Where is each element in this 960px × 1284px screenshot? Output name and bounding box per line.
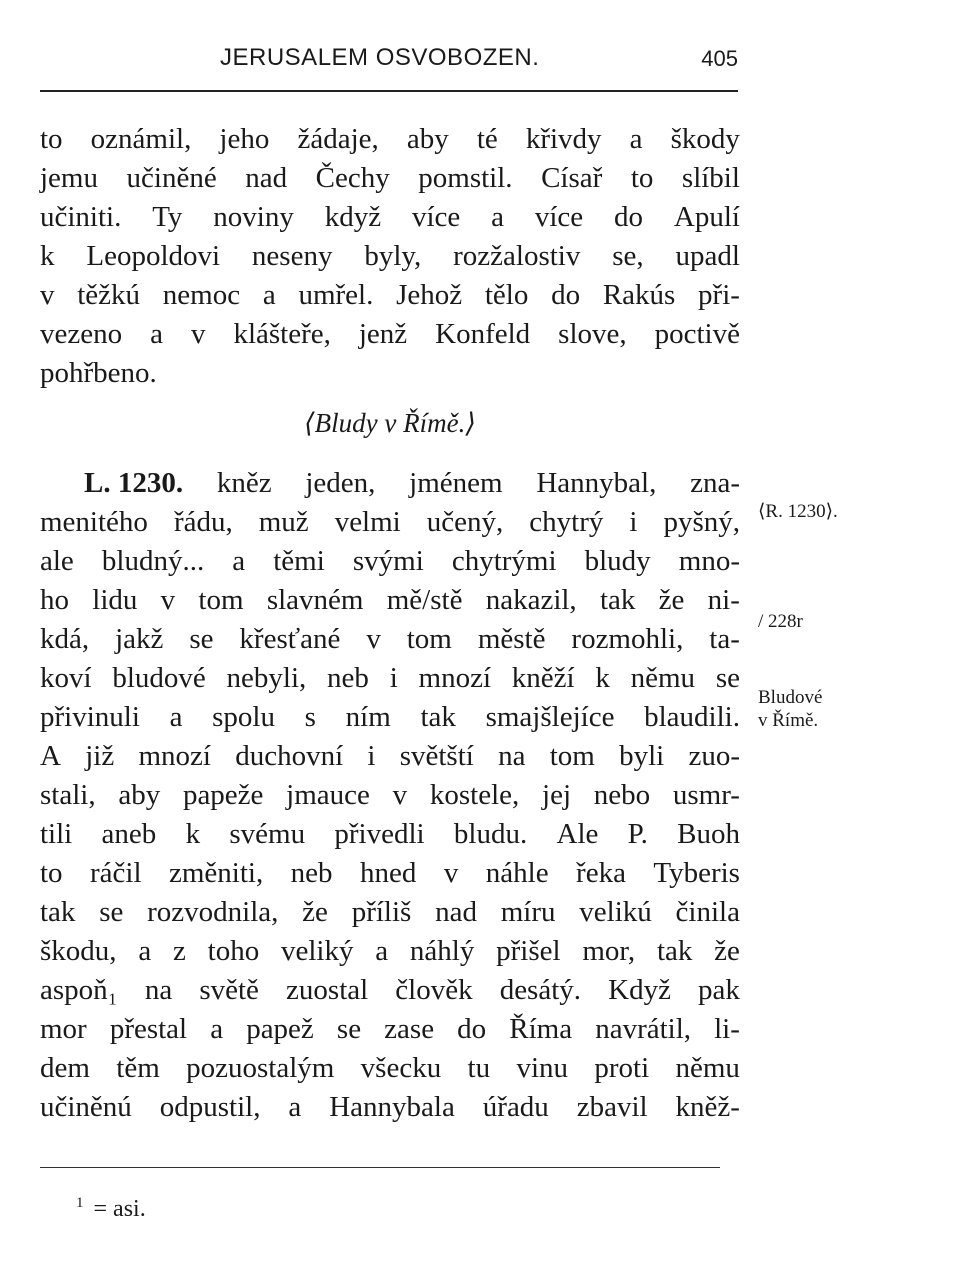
word: klášteře,: [233, 318, 331, 350]
word: a: [138, 935, 152, 967]
word: Tyberis: [653, 857, 740, 889]
word: zuo-: [688, 740, 740, 772]
word: křesťané: [239, 623, 341, 655]
word: mno-: [678, 545, 740, 577]
word: zbavil: [576, 1091, 648, 1123]
word: přivinuli: [40, 701, 140, 733]
word: dem: [40, 1052, 90, 1084]
word: hned: [360, 857, 417, 889]
word: tili: [40, 818, 73, 850]
word: muž: [258, 506, 309, 538]
paragraph-2: [40, 506, 740, 1130]
text-line: [40, 1052, 740, 1091]
word: že: [658, 584, 685, 616]
word: činila: [675, 896, 740, 928]
word: řádu,: [173, 506, 233, 538]
word: pomstil.: [418, 162, 513, 194]
word: A: [40, 740, 61, 772]
word: P.: [627, 818, 648, 850]
word: Apulí: [673, 201, 740, 233]
word: bludy: [584, 545, 651, 577]
margin-note-folio: / 228r: [758, 611, 803, 632]
word: i: [629, 506, 638, 538]
word: k: [185, 818, 201, 850]
word: všecku: [360, 1052, 442, 1084]
word: menitého: [40, 506, 148, 538]
text-line: [40, 584, 740, 623]
word: nad: [435, 896, 477, 928]
word: noviny: [213, 201, 294, 233]
word: aby: [118, 779, 161, 811]
word: neseny: [251, 240, 333, 272]
word: kněz: [216, 467, 272, 499]
word: na: [498, 740, 526, 772]
word: slavném: [266, 584, 364, 616]
text-line: [40, 896, 740, 935]
word: rozmohli,: [571, 623, 684, 655]
word: Ty: [152, 201, 183, 233]
word: v: [40, 279, 55, 311]
word: nad: [245, 162, 288, 194]
word: do: [551, 279, 581, 311]
text-line: [40, 240, 740, 279]
word: ni-: [707, 584, 740, 616]
entry-year: L. 1230.: [84, 467, 184, 499]
word: více: [534, 201, 584, 233]
word: těm: [116, 1052, 160, 1084]
word: nebyli,: [226, 662, 307, 694]
word: papež: [246, 1013, 314, 1045]
word: svými: [352, 545, 424, 577]
footnote: [76, 1195, 146, 1223]
text-line: [40, 935, 740, 974]
text-line: [40, 779, 740, 818]
word: se: [189, 623, 214, 655]
word: neb: [290, 857, 333, 889]
word: ale: [40, 545, 74, 577]
word: tu: [467, 1052, 491, 1084]
word: jemu: [40, 162, 98, 194]
text-line: [40, 1091, 740, 1130]
word: toho: [207, 935, 260, 967]
word: jakž: [115, 623, 164, 655]
word: tom: [198, 584, 244, 616]
word: a: [150, 318, 163, 350]
text-line: [40, 318, 740, 357]
word: to: [40, 123, 63, 155]
word: vezeno: [40, 318, 123, 350]
word: Konfeld: [435, 318, 531, 350]
word: Říma: [509, 1013, 573, 1045]
word: na: [144, 974, 173, 1006]
word: učiněnú: [40, 1091, 132, 1123]
word: papeže: [182, 779, 264, 811]
word: žádaje,: [297, 123, 379, 155]
word: v: [443, 857, 459, 889]
text-line: [40, 201, 740, 240]
word: mor,: [582, 935, 636, 967]
word: když: [324, 201, 382, 233]
entry-first-line: [40, 467, 740, 506]
word: nemoc: [162, 279, 241, 311]
word: usmr-: [672, 779, 740, 811]
word: a: [375, 935, 389, 967]
word: v: [160, 584, 176, 616]
word: lidu: [92, 584, 138, 616]
word: a: [210, 1013, 224, 1045]
word: že: [714, 935, 740, 967]
word: mě/stě: [386, 584, 463, 616]
word: při-: [698, 279, 740, 311]
word: li-: [714, 1013, 740, 1045]
text-line: [40, 279, 740, 318]
word: upadl: [675, 240, 740, 272]
word: světští: [399, 740, 474, 772]
word: ho: [40, 584, 69, 616]
word: Jehož: [396, 279, 463, 311]
word: a: [232, 545, 246, 577]
text-line: [40, 623, 740, 662]
word: chytrými: [451, 545, 557, 577]
word: Čechy: [315, 162, 390, 194]
word: spolu: [212, 701, 275, 733]
word: přivedli: [334, 818, 425, 850]
word: zase: [384, 1013, 435, 1045]
word: tom: [406, 623, 452, 655]
word: Leopoldovi: [86, 240, 221, 272]
word: mnozí: [418, 662, 492, 694]
text-line: [40, 974, 740, 1013]
word: těžkú: [77, 279, 141, 311]
word: ráčil: [90, 857, 142, 889]
word: úřadu: [482, 1091, 549, 1123]
word: světě: [199, 974, 259, 1006]
word: nebo: [593, 779, 651, 811]
word: jej: [542, 779, 572, 811]
word: veliký: [280, 935, 354, 967]
word: se: [99, 896, 124, 928]
word: bludu.: [453, 818, 528, 850]
word: tak: [599, 584, 636, 616]
word: duchovní: [235, 740, 344, 772]
word: k: [595, 662, 610, 694]
word: v: [366, 623, 381, 655]
word: člověk: [395, 974, 473, 1006]
word: nakazil,: [485, 584, 577, 616]
word: kdá,: [40, 623, 90, 655]
word: rozvodnila,: [147, 896, 279, 928]
word: křivdy: [525, 123, 602, 155]
word: proti: [594, 1052, 650, 1084]
word: rozžalostiv: [453, 240, 581, 272]
word: se,: [612, 240, 644, 272]
word: Když: [608, 974, 671, 1006]
word: to: [630, 162, 654, 194]
word: té: [476, 123, 498, 155]
word: více: [411, 201, 461, 233]
text-line: [40, 857, 740, 896]
word: blaudili.: [644, 701, 740, 733]
word: Buoh: [677, 818, 740, 850]
footnote-rule: [40, 1167, 720, 1168]
word: velmi: [334, 506, 401, 538]
paragraph-1: [40, 123, 740, 396]
word: mor: [40, 1013, 87, 1045]
word: a: [629, 123, 643, 155]
word: tělo: [484, 279, 529, 311]
word: a: [491, 201, 504, 233]
footnote-text: = asi.: [93, 1196, 146, 1222]
word: se: [715, 662, 740, 694]
word: pak: [698, 974, 740, 1006]
word: v: [392, 779, 408, 811]
text-line: [40, 545, 740, 584]
word: vinu: [516, 1052, 569, 1084]
word: němu: [630, 662, 696, 694]
word: přestal: [109, 1013, 188, 1045]
text-line: [40, 123, 740, 162]
word: pohřbeno.: [40, 357, 157, 389]
word: i: [367, 740, 376, 772]
word: jménem: [409, 467, 503, 499]
word: aby: [406, 123, 449, 155]
footnote-marker: 1: [76, 1195, 84, 1211]
word: slove,: [558, 318, 627, 350]
text-line: [40, 357, 740, 396]
word: aneb: [101, 818, 157, 850]
word: Ale: [556, 818, 599, 850]
margin-note-topic: [758, 686, 822, 732]
word: s: [304, 701, 316, 733]
word: velikú: [579, 896, 652, 928]
word: náhle: [485, 857, 549, 889]
word: již: [85, 740, 115, 772]
word: oznámil,: [90, 123, 192, 155]
word: k: [40, 240, 55, 272]
word: bludný...: [101, 545, 205, 577]
word: mnozí: [138, 740, 211, 772]
word: Hannybala: [329, 1091, 455, 1123]
text-line: [40, 506, 740, 545]
word: poctivě: [654, 318, 740, 350]
word: a: [169, 701, 183, 733]
word: škodu,: [40, 935, 117, 967]
word: Císař: [541, 162, 603, 194]
word: zna-: [690, 467, 740, 499]
word: koví: [40, 662, 92, 694]
word: tak: [420, 701, 456, 733]
word: a: [262, 279, 276, 311]
text-line: [40, 1013, 740, 1052]
word: aspoň₁: [40, 974, 118, 1006]
main-text: [40, 123, 740, 1130]
word: z: [172, 935, 186, 967]
page-number: 405: [701, 46, 738, 71]
word: míru: [500, 896, 556, 928]
word: desátý.: [499, 974, 582, 1006]
word: byli: [619, 740, 665, 772]
word: škody: [670, 123, 740, 155]
word: chytrý: [529, 506, 604, 538]
word: navrátil,: [595, 1013, 692, 1045]
word: bludové: [112, 662, 206, 694]
word: a: [288, 1091, 302, 1123]
word: příliš: [351, 896, 412, 928]
word: v: [190, 318, 206, 350]
word: tom: [549, 740, 595, 772]
page-header: [40, 38, 738, 88]
word: pyšný,: [663, 506, 740, 538]
text-line: [40, 818, 740, 857]
text-line: [40, 162, 740, 201]
word: těmi: [273, 545, 325, 577]
text-line: [40, 701, 740, 740]
word: umřel.: [298, 279, 374, 311]
running-title: JERUSALEM OSVOBOZEN.: [220, 44, 540, 71]
word: městě: [477, 623, 546, 655]
section-heading: ⟨Bludy v Římě.⟩: [304, 408, 476, 438]
word: neb: [327, 662, 369, 694]
word: řeka: [576, 857, 626, 889]
word: odpustil,: [159, 1091, 261, 1123]
word: jeho: [219, 123, 270, 155]
word: ním: [345, 701, 391, 733]
word: učiněné: [126, 162, 217, 194]
word: kněž-: [675, 1091, 740, 1123]
word: Hannybal,: [536, 467, 657, 499]
margin-note-topic-line-1: Bludové: [758, 687, 823, 708]
header-rule: [40, 90, 738, 92]
word: do: [457, 1013, 487, 1045]
word: pozuostalým: [186, 1052, 335, 1084]
word: náhlý: [409, 935, 475, 967]
word: jmauce: [286, 779, 370, 811]
word: byly,: [364, 240, 422, 272]
word: tak: [40, 896, 76, 928]
word: kněží: [511, 662, 575, 694]
word: se: [336, 1013, 362, 1045]
word: změniti,: [168, 857, 264, 889]
text-line: [40, 662, 740, 701]
word: do: [614, 201, 644, 233]
word: ta-: [709, 623, 740, 655]
word: jeden,: [305, 467, 376, 499]
word: že: [302, 896, 328, 928]
word: smajšlejíce: [485, 701, 615, 733]
word: tak: [656, 935, 693, 967]
word: Rakús: [602, 279, 676, 311]
word: svému: [229, 818, 306, 850]
word: přišel: [496, 935, 561, 967]
margin-note-topic-line-2: v Římě.: [758, 710, 819, 731]
word: to: [40, 857, 63, 889]
word: učiniti.: [40, 201, 122, 233]
word: jenž: [358, 318, 408, 350]
word: kostele,: [429, 779, 520, 811]
word: zuostal: [286, 974, 369, 1006]
text-line: [40, 740, 740, 779]
word: učený,: [426, 506, 504, 538]
word: slíbil: [681, 162, 740, 194]
margin-note-year: ⟨R. 1230⟩.: [758, 501, 838, 522]
word: stali,: [40, 779, 96, 811]
word: i: [389, 662, 398, 694]
word: němu: [675, 1052, 740, 1084]
